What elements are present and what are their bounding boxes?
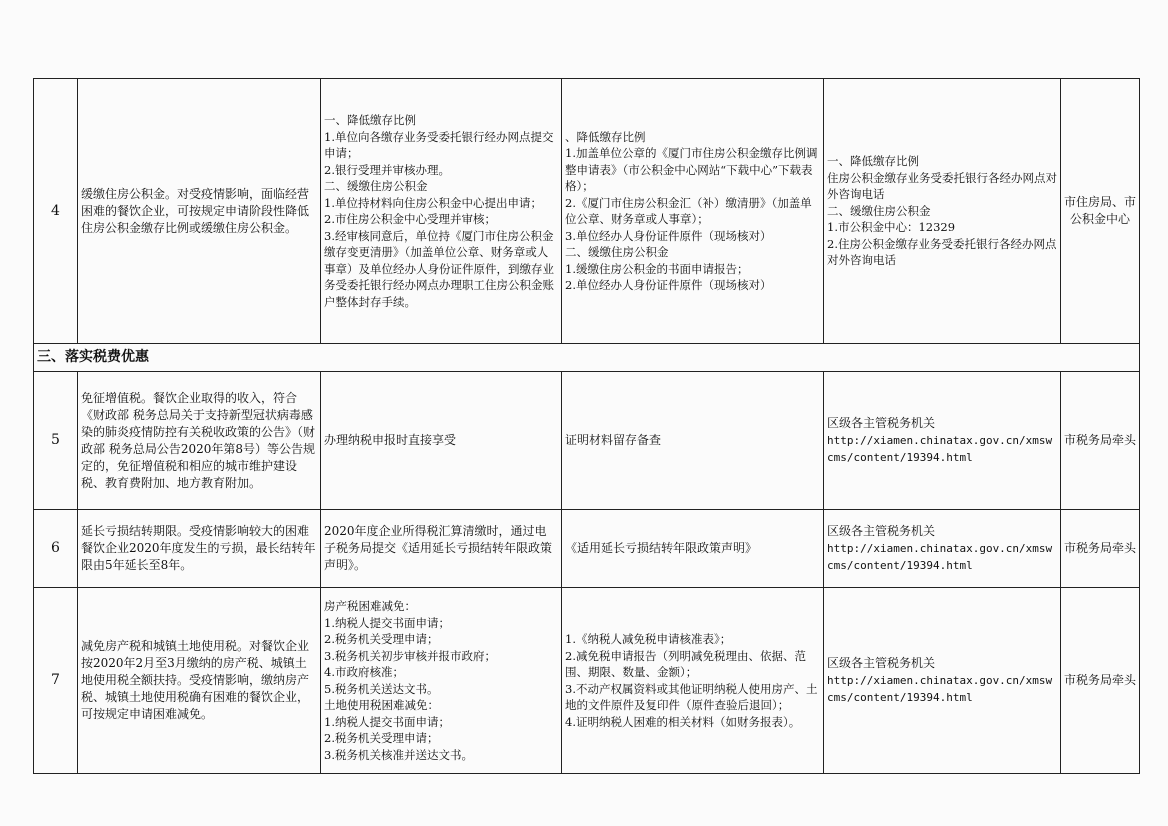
contact-cell xyxy=(824,510,1061,588)
process-line: 2.市住房公积金中心受理并审核； xyxy=(324,212,496,226)
lead-department-cell: 市税务局牵头 xyxy=(1061,372,1140,510)
process-line: 1.单位向各缴存业务受委托银行经办网点提交申请； xyxy=(324,129,554,160)
materials-cell: 《适用延长亏损结转年限政策声明》 xyxy=(562,510,824,588)
contact-url: http://xiamen.chinatax.gov.cn/xmswcms/content/19394.html xyxy=(827,674,1053,704)
contact-org: 区级各主管税务机关 xyxy=(827,524,936,538)
materials-line: 1.《纳税人减免税申请核准表》； xyxy=(565,632,732,646)
process-line: 3.经审核同意后，单位持《厦门市住房公积金缴存变更清册》（加盖单位公章、财务章或人事章）及单位经办人身份证件原件，到缴存业务受委托银行经办网点办理职工住房公积金账户整体封存手续。 xyxy=(324,228,554,309)
contact-line: 1.市公积金中心：12329 xyxy=(827,220,956,235)
contact-line: 一、降低缴存比例 xyxy=(827,154,919,169)
materials-cell xyxy=(562,588,824,774)
materials-line: 2.《厦门市住房公积金汇（补）缴清册》（加盖单位公章、财务章或人事章）； xyxy=(565,195,812,226)
section-title: 三、落实税费优惠 xyxy=(34,344,1140,372)
process-line: 2.银行受理并审核办理。 xyxy=(324,162,450,177)
contact-line: 二、缓缴住房公积金 xyxy=(827,203,931,218)
process-line: 1.单位持材料向住房公积金中心提出申请； xyxy=(324,195,542,210)
process-cell: 办理纳税申报时直接享受 xyxy=(321,372,562,510)
materials-line: 2.单位经办人身份证件原件（现场核对） xyxy=(565,278,772,292)
process-line: 二、缓缴住房公积金 xyxy=(324,179,428,193)
process-line: 2.税务机关受理申请； xyxy=(324,632,439,646)
lead-department-cell: 市税务局牵头 xyxy=(1061,588,1140,774)
policy-table xyxy=(33,78,1140,774)
row-number: 4 xyxy=(34,79,78,344)
row-number: 7 xyxy=(34,588,78,774)
table-row xyxy=(34,372,1140,510)
materials-line: 2.减免税申请报告（列明减免税理由、依据、范围、期限、数量、金额）； xyxy=(565,648,806,679)
materials-line: 4.证明纳税人困难的相关材料（如财务报表）。 xyxy=(565,714,801,729)
process-line: 1.纳税人提交书面申请； xyxy=(324,714,450,729)
contact-url: http://xiamen.chinatax.gov.cn/xmswcms/content/19394.html xyxy=(827,542,1053,572)
materials-line: 二、缓缴住房公积金 xyxy=(565,245,669,259)
contact-cell xyxy=(824,588,1061,774)
table-row xyxy=(34,588,1140,774)
table-row xyxy=(34,79,1140,344)
materials-line: 、降低缴存比例 xyxy=(565,129,646,144)
process-line: 5.税务机关送达文书。 xyxy=(324,681,439,696)
process-line: 土地使用税困难减免： xyxy=(324,698,439,712)
materials-line: 1.缓缴住房公积金的书面申请报告； xyxy=(565,261,749,276)
lead-department-cell: 市税务局牵头 xyxy=(1061,510,1140,588)
contact-url: http://xiamen.chinatax.gov.cn/xmswcms/content/19394.html xyxy=(827,434,1053,464)
policy-cell: 免征增值税。餐饮企业取得的收入，符合《财政部 税务总局关于支持新型冠状病毒感染的肺炎疫情防控有关税收政策的公告》（财政部 税务总局公告2020年第8号）等公告规定的，免征增值税和相应的城市维护建设税、教育费附加、地方教育附加。 xyxy=(78,372,321,510)
contact-line: 2.住房公积金缴存业务受委托银行各经办网点对外咨询电话 xyxy=(827,236,1057,268)
lead-department-cell: 市住房局、市公积金中心 xyxy=(1061,79,1140,344)
process-cell xyxy=(321,588,562,774)
row-number: 5 xyxy=(34,372,78,510)
contact-line: 住房公积金缴存业务受委托银行各经办网点对外咨询电话 xyxy=(827,170,1057,202)
process-line: 1.纳税人提交书面申请； xyxy=(324,615,450,630)
contact-cell xyxy=(824,372,1061,510)
contact-org: 区级各主管税务机关 xyxy=(827,416,936,430)
process-line: 房产税困难减免： xyxy=(324,599,416,613)
process-cell xyxy=(321,79,562,344)
policy-cell: 减免房产税和城镇土地使用税。对餐饮企业按2020年2月至3月缴纳的房产税、城镇土地使用税全额扶持。受疫情影响，缴纳房产税、城镇土地使用税确有困难的餐饮企业，可按规定申请困难减免。 xyxy=(78,588,321,774)
process-cell: 2020年度企业所得税汇算清缴时，通过电子税务局提交《适用延长亏损结转年限政策声明》。 xyxy=(321,510,562,588)
section-header-row xyxy=(34,344,1140,372)
materials-line: 3.单位经办人身份证件原件（现场核对） xyxy=(565,228,772,243)
contact-cell xyxy=(824,79,1061,344)
materials-line: 1.加盖单位公章的《厦门市住房公积金缴存比例调整申请表》（市公积金中心网站“下载中心”下载表格）； xyxy=(565,146,818,193)
contact-org: 区级各主管税务机关 xyxy=(827,656,936,670)
process-line: 3.税务机关核准并送达文书。 xyxy=(324,747,473,762)
process-line: 2.税务机关受理申请； xyxy=(324,731,439,745)
materials-cell xyxy=(562,79,824,344)
process-line: 一、降低缴存比例 xyxy=(324,113,416,127)
table-row xyxy=(34,510,1140,588)
materials-line: 3.不动产权属资料或其他证明纳税人使用房产、土地的文件原件及复印件（原件查验后退回）； xyxy=(565,681,818,712)
process-line: 4.市政府核准； xyxy=(324,665,404,679)
row-number: 6 xyxy=(34,510,78,588)
policy-cell: 延长亏损结转期限。受疫情影响较大的困难餐饮企业2020年度发生的亏损，最长结转年限由5年延长至8年。 xyxy=(78,510,321,588)
process-line: 3.税务机关初步审核并报市政府； xyxy=(324,648,496,663)
materials-cell: 证明材料留存备查 xyxy=(562,372,824,510)
policy-cell: 缓缴住房公积金。对受疫情影响，面临经营困难的餐饮企业，可按规定申请阶段性降低住房公积金缴存比例或缓缴住房公积金。 xyxy=(78,79,321,344)
